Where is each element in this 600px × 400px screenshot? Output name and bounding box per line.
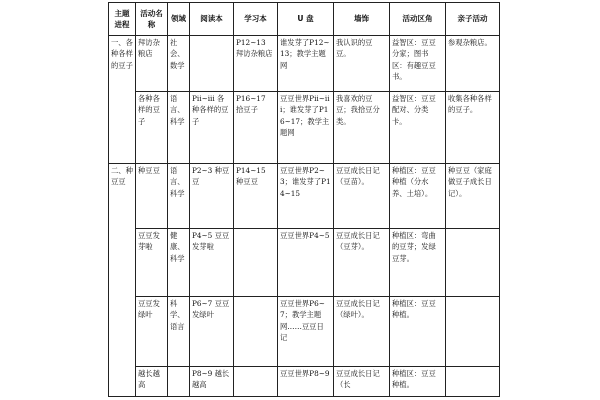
table-row [109,164,500,229]
header-usb-disk: U 盘 [278,3,334,36]
wall-decoration-cell: 豆豆成长日记（豆苗）。 [334,164,390,229]
parent-child-cell: 参观杂粮店。 [446,36,500,92]
reading-book-cell: P6~7 豆豆发绿叶 [190,297,234,367]
activity-name-cell: 各种各样的豆子 [136,92,168,164]
header-workbook: 学习本 [234,3,278,36]
header-row [109,3,500,36]
activity-area-cell: 种植区：豆豆种植。 [390,367,446,397]
workbook-cell: P12~13 拜访杂粮店 [234,36,278,92]
domain-cell: 科学、语言 [168,297,190,367]
activity-name-cell: 越长越高 [136,367,168,397]
table-row [109,367,500,397]
header-domain: 领域 [168,3,190,36]
workbook-cell: P14~15 种豆豆 [234,164,278,229]
header-reading-book: 阅读本 [190,3,234,36]
table-row [109,92,500,164]
usb-disk-cell: 豆豆世界P6~7；教学主题网……豆豆日记 [278,297,334,367]
wall-decoration-cell: 我喜欢的豆豆；我拾豆分类。 [334,92,390,164]
parent-child-cell: 种豆豆（家庭做豆子成长日记）。 [446,164,500,229]
activity-name-cell: 拜访杂粮店 [136,36,168,92]
header-activity-name: 活动名称 [136,3,168,36]
table-row [109,229,500,297]
reading-book-cell: P8~9 越长越高 [190,367,234,397]
domain-cell: 语言、科学 [168,92,190,164]
activity-area-cell: 益智区：豆豆分家；图书区：有趣豆豆书。 [390,36,446,92]
wall-decoration-cell: 豆豆成长日记（绿叶）。 [334,297,390,367]
curriculum-plan-table [108,2,500,397]
activity-area-cell: 种植区：豆豆种植。 [390,297,446,367]
activity-name-cell: 种豆豆 [136,164,168,229]
usb-disk-cell: 豆豆世界P2~3；谁发芽了P14~15 [278,164,334,229]
header-topic-progress: 主题进程 [109,3,136,36]
parent-child-cell [446,297,500,367]
activity-name-cell: 豆豆发芽啦 [136,229,168,297]
workbook-cell [234,367,278,397]
domain-cell: 健康、科学 [168,229,190,297]
usb-disk-cell: 谁发芽了P12~13；教学主题网 [278,36,334,92]
usb-disk-cell: 豆豆世界P4~5 [278,229,334,297]
parent-child-cell [446,229,500,297]
reading-book-cell: P2~3 种豆豆 [190,164,234,229]
parent-child-cell [446,367,500,397]
reading-book-cell: Pii~iii 各种各样的豆子 [190,92,234,164]
parent-child-cell: 收集各种各样的豆子。 [446,92,500,164]
reading-book-cell [190,36,234,92]
table-row [109,297,500,367]
header-wall-decoration: 墙饰 [334,3,390,36]
activity-area-cell: 种植区：豆豆种植（分水养、土培）。 [390,164,446,229]
activity-area-cell: 种植区：弯曲的豆芽；发绿豆芽。 [390,229,446,297]
workbook-cell [234,229,278,297]
usb-disk-cell: 豆豆世界P8~9 [278,367,334,397]
domain-cell: 社会、数学 [168,36,190,92]
reading-book-cell: P4~5 豆豆发芽啦 [190,229,234,297]
activity-name-cell: 豆豆发绿叶 [136,297,168,367]
domain-cell [168,367,190,397]
activity-area-cell: 益智区：豆豆配对、分类卡。 [390,92,446,164]
workbook-cell [234,297,278,367]
domain-cell: 语言、科学 [168,164,190,229]
header-activity-area: 活动区角 [390,3,446,36]
workbook-cell: P16~17 拾豆子 [234,92,278,164]
wall-decoration-cell: 豆豆成长日记（长 [334,367,390,397]
table-row [109,36,500,92]
wall-decoration-cell: 豆豆成长日记（豆芽）。 [334,229,390,297]
header-parent-child-activity: 亲子活动 [446,3,500,36]
topic-progress-cell: 一、各种各样的豆子 [109,36,136,164]
wall-decoration-cell: 我认识的豆豆。 [334,36,390,92]
topic-progress-cell: 二、种豆豆 [109,164,136,397]
usb-disk-cell: 豆豆世界Pii~iii；谁发芽了P16~17；教学主题网 [278,92,334,164]
